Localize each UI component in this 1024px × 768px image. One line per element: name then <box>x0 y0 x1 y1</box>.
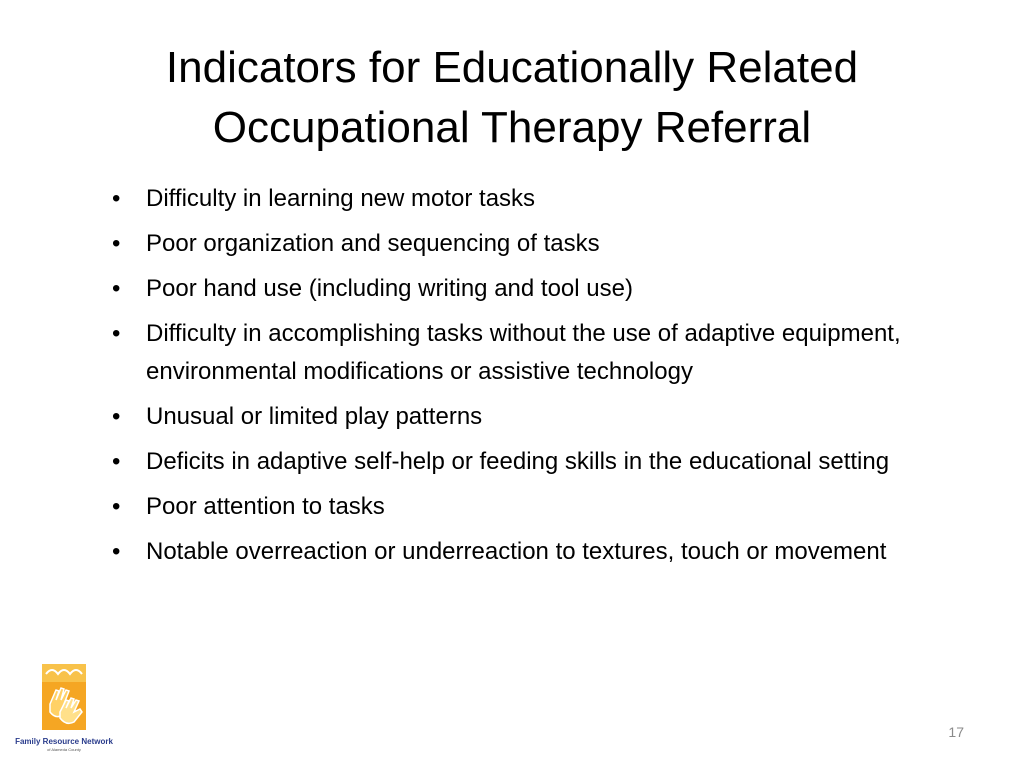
logo-name: Family Resource Network <box>15 737 113 746</box>
hands-logo-icon <box>42 664 86 730</box>
bullet-marker: • <box>112 230 121 257</box>
bullet-marker: • <box>112 320 121 347</box>
bullet-marker: • <box>112 448 121 475</box>
bullet-text: Poor hand use (including writing and tool use) <box>146 275 633 302</box>
bullet-item <box>112 488 972 526</box>
bullet-marker: • <box>112 185 121 212</box>
slide-title <box>60 38 964 158</box>
slide-title-line-2: Occupational Therapy Referral <box>212 103 812 152</box>
bullet-item <box>112 398 972 436</box>
bullet-item <box>112 180 972 218</box>
bullet-text: Notable overreaction or underreaction to textures, touch or movement <box>146 538 887 565</box>
bullet-item <box>112 533 972 571</box>
bullet-item <box>112 315 972 391</box>
logo-subtext: of Alameda County <box>47 747 81 752</box>
bullet-marker: • <box>112 538 121 565</box>
bullet-text: Poor organization and sequencing of tasks <box>146 230 600 257</box>
bullet-text: Difficulty in accomplishing tasks without the use of adaptive equipment, environmental modifications or assistive technology <box>146 320 901 385</box>
organization-logo <box>14 664 114 754</box>
bullet-text: Deficits in adaptive self-help or feeding skills in the educational setting <box>146 448 890 475</box>
bullet-text: Poor attention to tasks <box>146 493 385 520</box>
bullet-item <box>112 225 972 263</box>
bullet-marker: • <box>112 403 121 430</box>
bullet-item <box>112 270 972 308</box>
bullet-text: Difficulty in learning new motor tasks <box>146 185 536 212</box>
slide-title-line-1: Indicators for Educationally Related <box>165 43 859 92</box>
bullet-item <box>112 443 972 481</box>
slide-number: 17 <box>948 724 964 740</box>
bullet-list <box>112 180 972 578</box>
bullet-marker: • <box>112 493 121 520</box>
bullet-marker: • <box>112 275 121 302</box>
bullet-text: Unusual or limited play patterns <box>146 403 483 430</box>
